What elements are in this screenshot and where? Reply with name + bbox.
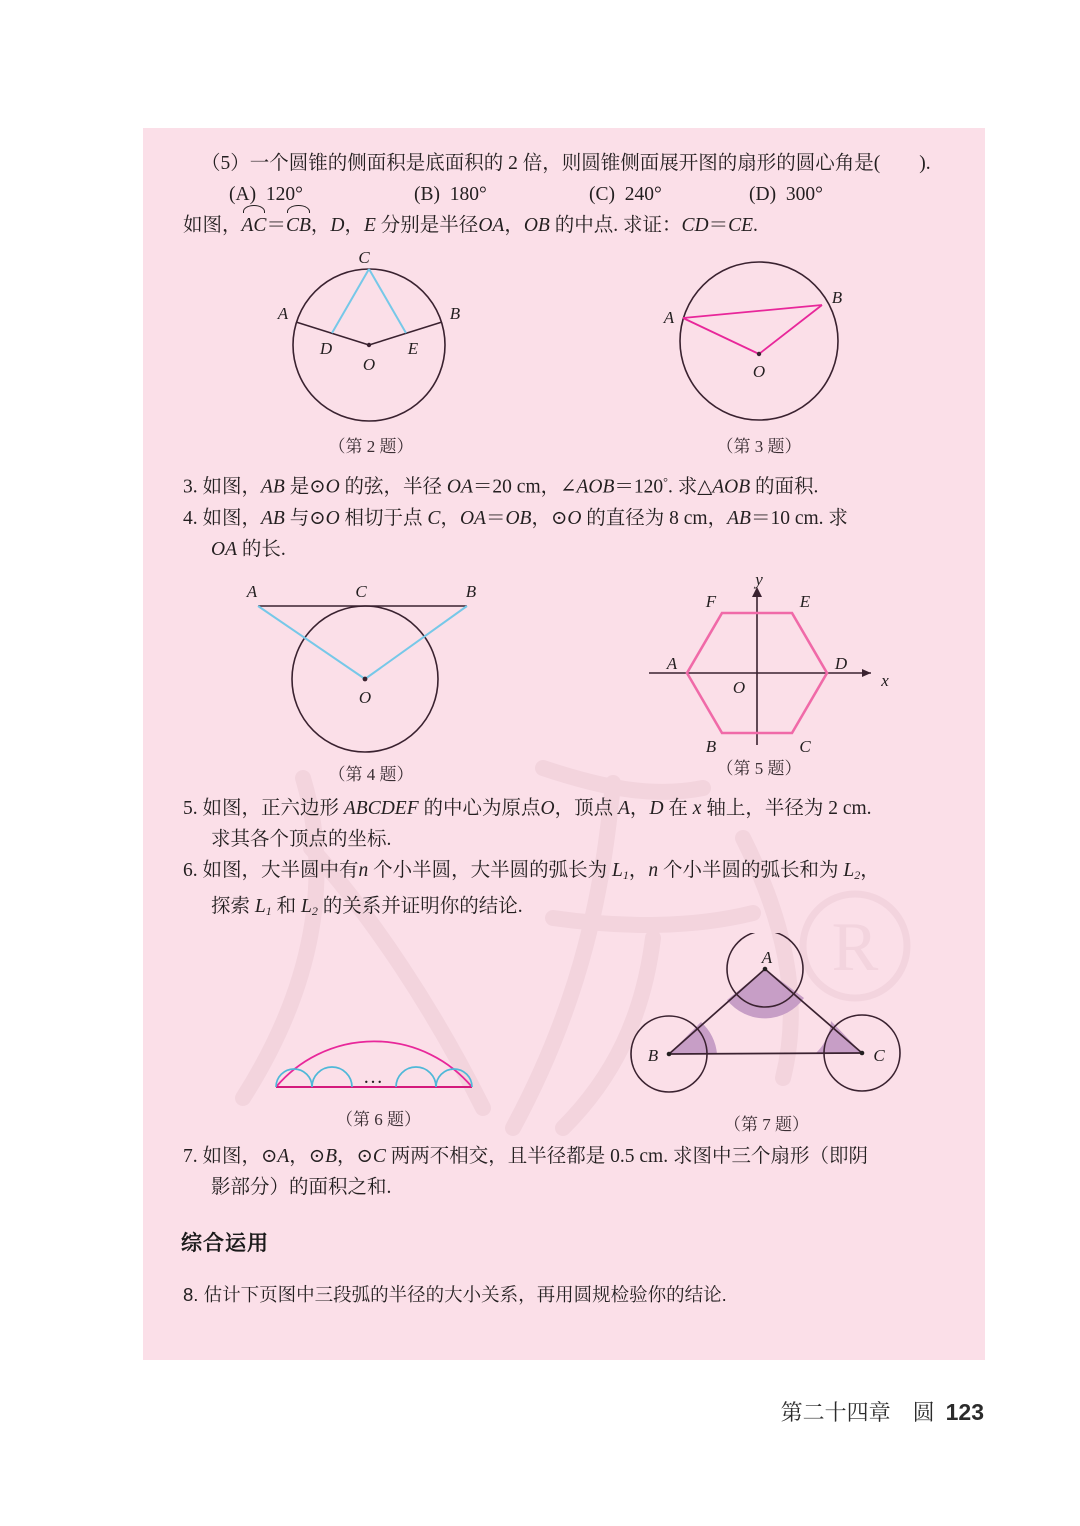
- question-5-line1: 5. 如图，正六边形 ABCDEF 的中心为原点O，顶点 A，D 在 x 轴上，半径为 2 cm.: [183, 797, 872, 819]
- figure-7: [617, 933, 917, 1135]
- page-footer: [0, 1396, 1080, 1427]
- svg-text:A: A: [666, 653, 678, 673]
- figure-7-drawing: [617, 933, 917, 1108]
- svg-text:y: y: [755, 572, 763, 589]
- figure-5-drawing: [609, 573, 909, 758]
- question-5-choice-stem: （5）一个圆锥的侧面积是底面积的 2 倍，则圆锥侧面展开图的扇形的圆心角是( ).: [201, 153, 931, 174]
- question-4-line1: 4. 如图，AB 与⊙O 相切于点 C，OA＝OB，⊙O 的直径为 8 cm，AB＝10 cm. 求: [183, 507, 848, 529]
- question-6-line2: 探索 $L_1$ 和 $L_2$ 的关系并证明你的结论.: [211, 895, 523, 918]
- svg-text:C: C: [872, 1045, 885, 1065]
- option-c: (C) 240°: [589, 184, 662, 205]
- footer-page-number: 123: [945, 1399, 984, 1425]
- question-8-text: 8. 估计下页图中三段弧的半径的大小关系，再用圆规检验你的结论.: [183, 1283, 727, 1305]
- arc-ac: AC: [242, 210, 267, 241]
- footer-chapter-label: 第二十四章 圆: [780, 1400, 935, 1425]
- figure-4: [221, 573, 521, 785]
- svg-text:B: B: [705, 736, 717, 756]
- svg-text:x: x: [881, 670, 889, 690]
- figure-6: [214, 933, 544, 1135]
- section-heading-comprehensive: 综合运用: [181, 1231, 269, 1255]
- svg-text:B: B: [449, 304, 461, 323]
- svg-text:A: A: [277, 304, 289, 323]
- svg-text:R: R: [831, 909, 879, 986]
- textbook-page: [143, 128, 985, 1360]
- svg-text:C: C: [358, 248, 370, 267]
- svg-text:D: D: [319, 339, 333, 358]
- figure-row-1: [177, 245, 953, 457]
- svg-text:O: O: [362, 355, 376, 374]
- figure-2-drawing: [221, 245, 521, 430]
- svg-text:C: C: [799, 736, 811, 756]
- question-7-line2: 影部分）的面积之和.: [211, 1176, 392, 1198]
- svg-text:A: A: [761, 947, 772, 967]
- figure-2: [221, 245, 521, 457]
- question-2-text: 如图，AC＝CB，D，E 分别是半径OA，OB 的中点. 求证：CD＝CE.: [177, 210, 953, 241]
- svg-text:E: E: [407, 339, 419, 358]
- question-3-text: 3. 如图，AB 是⊙O 的弦，半径 OA＝20 cm，∠AOB＝120°. 求△AOB 的面积.: [183, 475, 819, 498]
- svg-text:B: B: [465, 581, 477, 601]
- figure-6-caption: （第 6 题）: [336, 1109, 421, 1129]
- figure-3-caption: （第 3 题）: [716, 437, 802, 456]
- figure-2-caption: （第 2 题）: [328, 437, 414, 456]
- svg-text:A: A: [663, 308, 675, 327]
- svg-text:C: C: [355, 581, 367, 601]
- figure-6-drawing: [214, 947, 544, 1107]
- svg-text:O: O: [732, 677, 746, 697]
- svg-text:B: B: [647, 1045, 658, 1065]
- figure-row-2: [177, 573, 953, 785]
- svg-text:D: D: [834, 653, 848, 673]
- option-b: (B) 180°: [414, 184, 487, 205]
- question-4-line2: OA 的长.: [211, 538, 286, 560]
- svg-text:E: E: [799, 591, 811, 611]
- option-a: (A) 120°: [229, 184, 303, 205]
- figure-7-caption: （第 7 题）: [724, 1114, 809, 1134]
- option-d: (D) 300°: [749, 184, 823, 205]
- svg-text:O: O: [752, 362, 766, 381]
- svg-text:A: A: [246, 581, 258, 601]
- svg-text:O: O: [358, 687, 372, 707]
- svg-text:…: …: [362, 1065, 385, 1088]
- figure-4-caption: （第 4 题）: [328, 764, 414, 784]
- arc-cb: CB: [286, 210, 311, 241]
- figure-row-3: [177, 933, 953, 1135]
- question-5-line2: 求其各个顶点的坐标.: [211, 828, 392, 850]
- q2-seg0: 如图，: [183, 215, 242, 236]
- svg-text:B: B: [831, 288, 843, 307]
- figure-5: [609, 573, 909, 785]
- figure-3: [609, 245, 909, 457]
- question-7-line1: 7. 如图，⊙A，⊙B，⊙C 两两不相交，且半径都是 0.5 cm. 求图中三个扇形（即阴: [183, 1145, 868, 1167]
- figure-3-drawing: [609, 245, 909, 430]
- figure-4-drawing: [221, 573, 521, 758]
- svg-text:F: F: [705, 591, 717, 611]
- figure-5-caption: （第 5 题）: [716, 758, 802, 778]
- question-6-line1: 6. 如图，大半圆中有n 个小半圆，大半圆的弧长为 $L_1$，n 个小半圆的弧长和为 $L_2$，: [183, 859, 880, 882]
